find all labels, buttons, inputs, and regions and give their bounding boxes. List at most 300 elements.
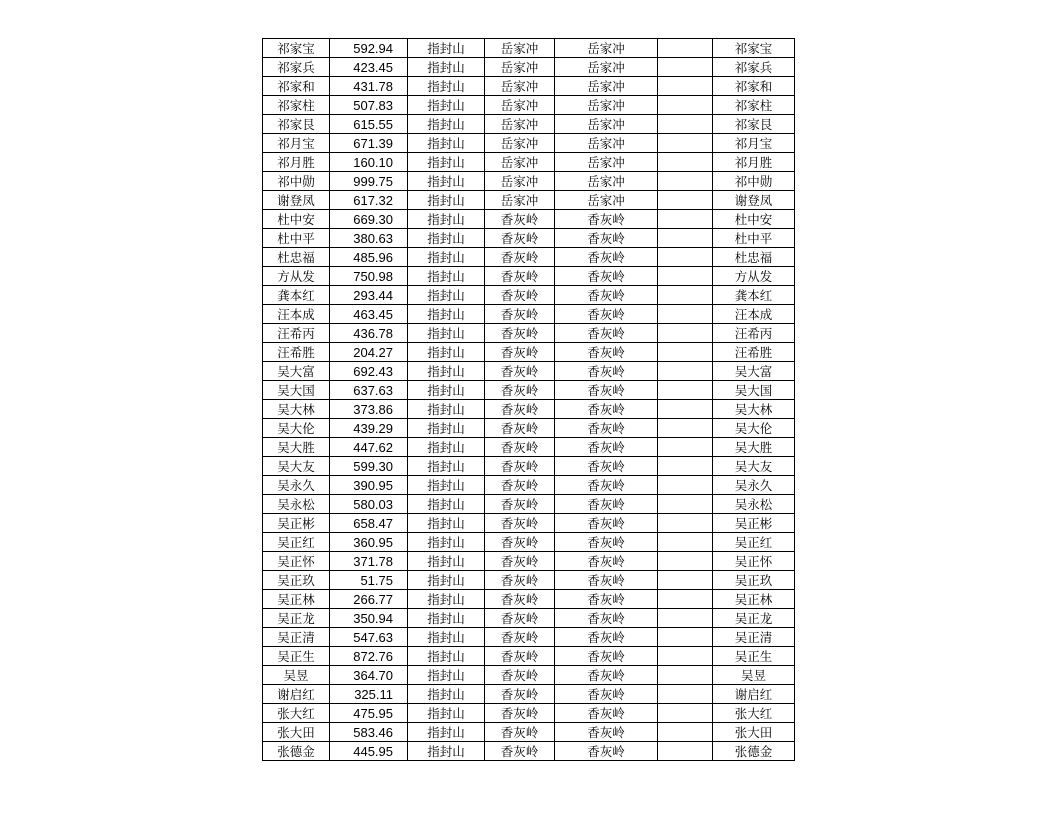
group-cell: 香灰岭 [555, 419, 658, 438]
table-row [263, 305, 795, 324]
township-cell: 指封山 [408, 419, 485, 438]
township-cell: 指封山 [408, 286, 485, 305]
township-cell: 指封山 [408, 495, 485, 514]
name-cell: 吴大友 [263, 457, 330, 476]
table-row [263, 286, 795, 305]
group-cell: 香灰岭 [555, 742, 658, 761]
note-cell [658, 419, 713, 438]
township-cell: 指封山 [408, 685, 485, 704]
name-cell: 吴正龙 [263, 609, 330, 628]
group-cell: 香灰岭 [555, 533, 658, 552]
township-cell: 指封山 [408, 191, 485, 210]
township-cell: 指封山 [408, 552, 485, 571]
table-row [263, 419, 795, 438]
township-cell: 指封山 [408, 381, 485, 400]
recipient-cell: 张德金 [713, 742, 795, 761]
group-cell: 岳家冲 [555, 39, 658, 58]
township-cell: 指封山 [408, 704, 485, 723]
recipient-cell: 吴大富 [713, 362, 795, 381]
note-cell [658, 286, 713, 305]
table-row [263, 381, 795, 400]
name-cell: 谢登凤 [263, 191, 330, 210]
group-cell: 香灰岭 [555, 400, 658, 419]
group-cell: 香灰岭 [555, 609, 658, 628]
village-cell: 香灰岭 [485, 305, 555, 324]
amount-cell: 445.95 [330, 742, 408, 761]
recipient-cell: 吴正玖 [713, 571, 795, 590]
table-row [263, 400, 795, 419]
village-cell: 香灰岭 [485, 476, 555, 495]
village-cell: 香灰岭 [485, 419, 555, 438]
recipient-cell: 吴正清 [713, 628, 795, 647]
group-cell: 香灰岭 [555, 723, 658, 742]
name-cell: 谢启红 [263, 685, 330, 704]
name-cell: 祁月胜 [263, 153, 330, 172]
note-cell [658, 742, 713, 761]
village-cell: 香灰岭 [485, 666, 555, 685]
village-cell: 岳家冲 [485, 39, 555, 58]
note-cell [658, 210, 713, 229]
name-cell: 方从发 [263, 267, 330, 286]
name-cell: 祁家兵 [263, 58, 330, 77]
recipient-cell: 祁家宝 [713, 39, 795, 58]
note-cell [658, 248, 713, 267]
recipient-cell: 吴大林 [713, 400, 795, 419]
village-cell: 香灰岭 [485, 552, 555, 571]
village-cell: 岳家冲 [485, 58, 555, 77]
group-cell: 香灰岭 [555, 229, 658, 248]
note-cell [658, 115, 713, 134]
amount-cell: 266.77 [330, 590, 408, 609]
note-cell [658, 495, 713, 514]
note-cell [658, 39, 713, 58]
table-row [263, 115, 795, 134]
table-row [263, 134, 795, 153]
amount-cell: 999.75 [330, 172, 408, 191]
village-cell: 香灰岭 [485, 590, 555, 609]
name-cell: 吴正生 [263, 647, 330, 666]
recipient-cell: 方从发 [713, 267, 795, 286]
village-cell: 香灰岭 [485, 229, 555, 248]
name-cell: 汪本成 [263, 305, 330, 324]
name-cell: 祁家柱 [263, 96, 330, 115]
township-cell: 指封山 [408, 134, 485, 153]
table-row [263, 552, 795, 571]
group-cell: 香灰岭 [555, 267, 658, 286]
note-cell [658, 229, 713, 248]
recipient-cell: 吴大友 [713, 457, 795, 476]
name-cell: 吴永久 [263, 476, 330, 495]
village-cell: 香灰岭 [485, 514, 555, 533]
village-cell: 香灰岭 [485, 457, 555, 476]
recipient-cell: 谢登凤 [713, 191, 795, 210]
recipient-cell: 祁家柱 [713, 96, 795, 115]
table-row [263, 172, 795, 191]
township-cell: 指封山 [408, 457, 485, 476]
name-cell: 吴正红 [263, 533, 330, 552]
recipient-cell: 杜忠福 [713, 248, 795, 267]
amount-cell: 350.94 [330, 609, 408, 628]
table-row [263, 476, 795, 495]
recipient-cell: 张大红 [713, 704, 795, 723]
group-cell: 岳家冲 [555, 191, 658, 210]
recipient-cell: 张大田 [713, 723, 795, 742]
note-cell [658, 476, 713, 495]
group-cell: 香灰岭 [555, 647, 658, 666]
name-cell: 汪希丙 [263, 324, 330, 343]
name-cell: 吴昱 [263, 666, 330, 685]
recipient-cell: 祁月胜 [713, 153, 795, 172]
recipient-cell: 祁家和 [713, 77, 795, 96]
group-cell: 香灰岭 [555, 324, 658, 343]
name-cell: 张德金 [263, 742, 330, 761]
name-cell: 吴永松 [263, 495, 330, 514]
note-cell [658, 77, 713, 96]
amount-cell: 364.70 [330, 666, 408, 685]
township-cell: 指封山 [408, 362, 485, 381]
recipient-cell: 祁家艮 [713, 115, 795, 134]
table-row [263, 457, 795, 476]
group-cell: 岳家冲 [555, 115, 658, 134]
table-row [263, 723, 795, 742]
amount-cell: 599.30 [330, 457, 408, 476]
note-cell [658, 400, 713, 419]
village-cell: 香灰岭 [485, 381, 555, 400]
township-cell: 指封山 [408, 514, 485, 533]
recipient-cell: 吴大伦 [713, 419, 795, 438]
table-row [263, 191, 795, 210]
group-cell: 岳家冲 [555, 77, 658, 96]
note-cell [658, 723, 713, 742]
group-cell: 香灰岭 [555, 210, 658, 229]
recipient-cell: 吴正怀 [713, 552, 795, 571]
amount-cell: 293.44 [330, 286, 408, 305]
township-cell: 指封山 [408, 229, 485, 248]
name-cell: 祁中勋 [263, 172, 330, 191]
name-cell: 杜中安 [263, 210, 330, 229]
township-cell: 指封山 [408, 723, 485, 742]
village-cell: 香灰岭 [485, 210, 555, 229]
name-cell: 吴正彬 [263, 514, 330, 533]
name-cell: 张大红 [263, 704, 330, 723]
table-row [263, 533, 795, 552]
amount-cell: 423.45 [330, 58, 408, 77]
recipient-cell: 杜中平 [713, 229, 795, 248]
note-cell [658, 343, 713, 362]
table-row [263, 685, 795, 704]
recipient-cell: 吴昱 [713, 666, 795, 685]
name-cell: 吴正怀 [263, 552, 330, 571]
recipient-cell: 祁家兵 [713, 58, 795, 77]
group-cell: 香灰岭 [555, 628, 658, 647]
name-cell: 祁月宝 [263, 134, 330, 153]
village-cell: 岳家冲 [485, 191, 555, 210]
name-cell: 吴正清 [263, 628, 330, 647]
village-cell: 岳家冲 [485, 77, 555, 96]
amount-cell: 380.63 [330, 229, 408, 248]
group-cell: 香灰岭 [555, 571, 658, 590]
name-cell: 祁家和 [263, 77, 330, 96]
note-cell [658, 134, 713, 153]
village-cell: 岳家冲 [485, 96, 555, 115]
recipient-cell: 龚本红 [713, 286, 795, 305]
township-cell: 指封山 [408, 476, 485, 495]
amount-cell: 431.78 [330, 77, 408, 96]
amount-cell: 615.55 [330, 115, 408, 134]
note-cell [658, 153, 713, 172]
amount-cell: 373.86 [330, 400, 408, 419]
amount-cell: 592.94 [330, 39, 408, 58]
group-cell: 香灰岭 [555, 286, 658, 305]
note-cell [658, 704, 713, 723]
village-cell: 香灰岭 [485, 609, 555, 628]
village-cell: 香灰岭 [485, 400, 555, 419]
group-cell: 香灰岭 [555, 476, 658, 495]
table-row [263, 210, 795, 229]
township-cell: 指封山 [408, 77, 485, 96]
village-cell: 香灰岭 [485, 324, 555, 343]
name-cell: 杜忠福 [263, 248, 330, 267]
amount-cell: 692.43 [330, 362, 408, 381]
note-cell [658, 647, 713, 666]
recipient-cell: 汪希胜 [713, 343, 795, 362]
table-row [263, 77, 795, 96]
amount-cell: 463.45 [330, 305, 408, 324]
amount-cell: 475.95 [330, 704, 408, 723]
township-cell: 指封山 [408, 324, 485, 343]
recipient-cell: 杜中安 [713, 210, 795, 229]
table-row [263, 267, 795, 286]
recipient-cell: 吴大国 [713, 381, 795, 400]
amount-cell: 580.03 [330, 495, 408, 514]
township-cell: 指封山 [408, 39, 485, 58]
group-cell: 香灰岭 [555, 305, 658, 324]
group-cell: 岳家冲 [555, 153, 658, 172]
amount-cell: 204.27 [330, 343, 408, 362]
recipient-cell: 谢启红 [713, 685, 795, 704]
note-cell [658, 552, 713, 571]
data-table [262, 38, 795, 761]
table-row [263, 609, 795, 628]
note-cell [658, 96, 713, 115]
amount-cell: 671.39 [330, 134, 408, 153]
group-cell: 香灰岭 [555, 685, 658, 704]
group-cell: 香灰岭 [555, 381, 658, 400]
group-cell: 香灰岭 [555, 362, 658, 381]
table-row [263, 39, 795, 58]
recipient-cell: 吴大胜 [713, 438, 795, 457]
village-cell: 香灰岭 [485, 286, 555, 305]
table-row [263, 628, 795, 647]
amount-cell: 547.63 [330, 628, 408, 647]
group-cell: 香灰岭 [555, 343, 658, 362]
village-cell: 岳家冲 [485, 115, 555, 134]
note-cell [658, 514, 713, 533]
name-cell: 汪希胜 [263, 343, 330, 362]
recipient-cell: 汪希丙 [713, 324, 795, 343]
note-cell [658, 172, 713, 191]
amount-cell: 160.10 [330, 153, 408, 172]
amount-cell: 439.29 [330, 419, 408, 438]
township-cell: 指封山 [408, 153, 485, 172]
amount-cell: 658.47 [330, 514, 408, 533]
name-cell: 吴正林 [263, 590, 330, 609]
township-cell: 指封山 [408, 571, 485, 590]
note-cell [658, 305, 713, 324]
table-row [263, 495, 795, 514]
table-row [263, 362, 795, 381]
table-row [263, 590, 795, 609]
township-cell: 指封山 [408, 115, 485, 134]
note-cell [658, 267, 713, 286]
group-cell: 香灰岭 [555, 248, 658, 267]
village-cell: 香灰岭 [485, 495, 555, 514]
village-cell: 香灰岭 [485, 628, 555, 647]
village-cell: 岳家冲 [485, 172, 555, 191]
recipient-cell: 祁月宝 [713, 134, 795, 153]
group-cell: 岳家冲 [555, 58, 658, 77]
amount-cell: 371.78 [330, 552, 408, 571]
township-cell: 指封山 [408, 609, 485, 628]
table-row [263, 571, 795, 590]
group-cell: 香灰岭 [555, 495, 658, 514]
village-cell: 岳家冲 [485, 134, 555, 153]
village-cell: 香灰岭 [485, 533, 555, 552]
recipient-cell: 吴永久 [713, 476, 795, 495]
township-cell: 指封山 [408, 533, 485, 552]
table-row [263, 343, 795, 362]
table-body [263, 39, 795, 761]
group-cell: 香灰岭 [555, 666, 658, 685]
note-cell [658, 58, 713, 77]
amount-cell: 325.11 [330, 685, 408, 704]
name-cell: 吴大伦 [263, 419, 330, 438]
name-cell: 吴大国 [263, 381, 330, 400]
township-cell: 指封山 [408, 58, 485, 77]
recipient-cell: 吴正生 [713, 647, 795, 666]
name-cell: 张大田 [263, 723, 330, 742]
village-cell: 香灰岭 [485, 267, 555, 286]
note-cell [658, 438, 713, 457]
name-cell: 吴正玖 [263, 571, 330, 590]
table-row [263, 58, 795, 77]
note-cell [658, 191, 713, 210]
name-cell: 祁家艮 [263, 115, 330, 134]
amount-cell: 436.78 [330, 324, 408, 343]
amount-cell: 360.95 [330, 533, 408, 552]
township-cell: 指封山 [408, 628, 485, 647]
table-row [263, 96, 795, 115]
group-cell: 香灰岭 [555, 457, 658, 476]
table-row [263, 324, 795, 343]
township-cell: 指封山 [408, 590, 485, 609]
village-cell: 香灰岭 [485, 723, 555, 742]
table-row [263, 248, 795, 267]
note-cell [658, 666, 713, 685]
recipient-cell: 汪本成 [713, 305, 795, 324]
township-cell: 指封山 [408, 210, 485, 229]
group-cell: 香灰岭 [555, 552, 658, 571]
amount-cell: 637.63 [330, 381, 408, 400]
name-cell: 杜中平 [263, 229, 330, 248]
village-cell: 香灰岭 [485, 571, 555, 590]
amount-cell: 507.83 [330, 96, 408, 115]
table-row [263, 742, 795, 761]
table-row [263, 514, 795, 533]
recipient-cell: 吴正彬 [713, 514, 795, 533]
village-cell: 岳家冲 [485, 153, 555, 172]
township-cell: 指封山 [408, 305, 485, 324]
amount-cell: 617.32 [330, 191, 408, 210]
group-cell: 香灰岭 [555, 514, 658, 533]
name-cell: 龚本红 [263, 286, 330, 305]
note-cell [658, 571, 713, 590]
table-row [263, 666, 795, 685]
note-cell [658, 685, 713, 704]
group-cell: 香灰岭 [555, 704, 658, 723]
note-cell [658, 324, 713, 343]
recipient-cell: 吴正龙 [713, 609, 795, 628]
table-row [263, 438, 795, 457]
township-cell: 指封山 [408, 343, 485, 362]
village-cell: 香灰岭 [485, 343, 555, 362]
name-cell: 吴大林 [263, 400, 330, 419]
note-cell [658, 381, 713, 400]
amount-cell: 485.96 [330, 248, 408, 267]
township-cell: 指封山 [408, 400, 485, 419]
village-cell: 香灰岭 [485, 248, 555, 267]
amount-cell: 872.76 [330, 647, 408, 666]
note-cell [658, 609, 713, 628]
village-cell: 香灰岭 [485, 438, 555, 457]
group-cell: 香灰岭 [555, 590, 658, 609]
amount-cell: 447.62 [330, 438, 408, 457]
note-cell [658, 457, 713, 476]
amount-cell: 51.75 [330, 571, 408, 590]
village-cell: 香灰岭 [485, 685, 555, 704]
name-cell: 吴大胜 [263, 438, 330, 457]
amount-cell: 583.46 [330, 723, 408, 742]
name-cell: 吴大富 [263, 362, 330, 381]
recipient-cell: 吴永松 [713, 495, 795, 514]
table-row [263, 704, 795, 723]
group-cell: 岳家冲 [555, 172, 658, 191]
recipient-cell: 吴正红 [713, 533, 795, 552]
group-cell: 岳家冲 [555, 96, 658, 115]
name-cell: 祁家宝 [263, 39, 330, 58]
township-cell: 指封山 [408, 666, 485, 685]
group-cell: 岳家冲 [555, 134, 658, 153]
village-cell: 香灰岭 [485, 647, 555, 666]
recipient-cell: 祁中勋 [713, 172, 795, 191]
table-row [263, 153, 795, 172]
table-row [263, 229, 795, 248]
village-cell: 香灰岭 [485, 704, 555, 723]
village-cell: 香灰岭 [485, 742, 555, 761]
note-cell [658, 362, 713, 381]
group-cell: 香灰岭 [555, 438, 658, 457]
note-cell [658, 590, 713, 609]
table-row [263, 647, 795, 666]
village-cell: 香灰岭 [485, 362, 555, 381]
note-cell [658, 533, 713, 552]
township-cell: 指封山 [408, 96, 485, 115]
amount-cell: 390.95 [330, 476, 408, 495]
township-cell: 指封山 [408, 248, 485, 267]
township-cell: 指封山 [408, 172, 485, 191]
township-cell: 指封山 [408, 267, 485, 286]
township-cell: 指封山 [408, 742, 485, 761]
